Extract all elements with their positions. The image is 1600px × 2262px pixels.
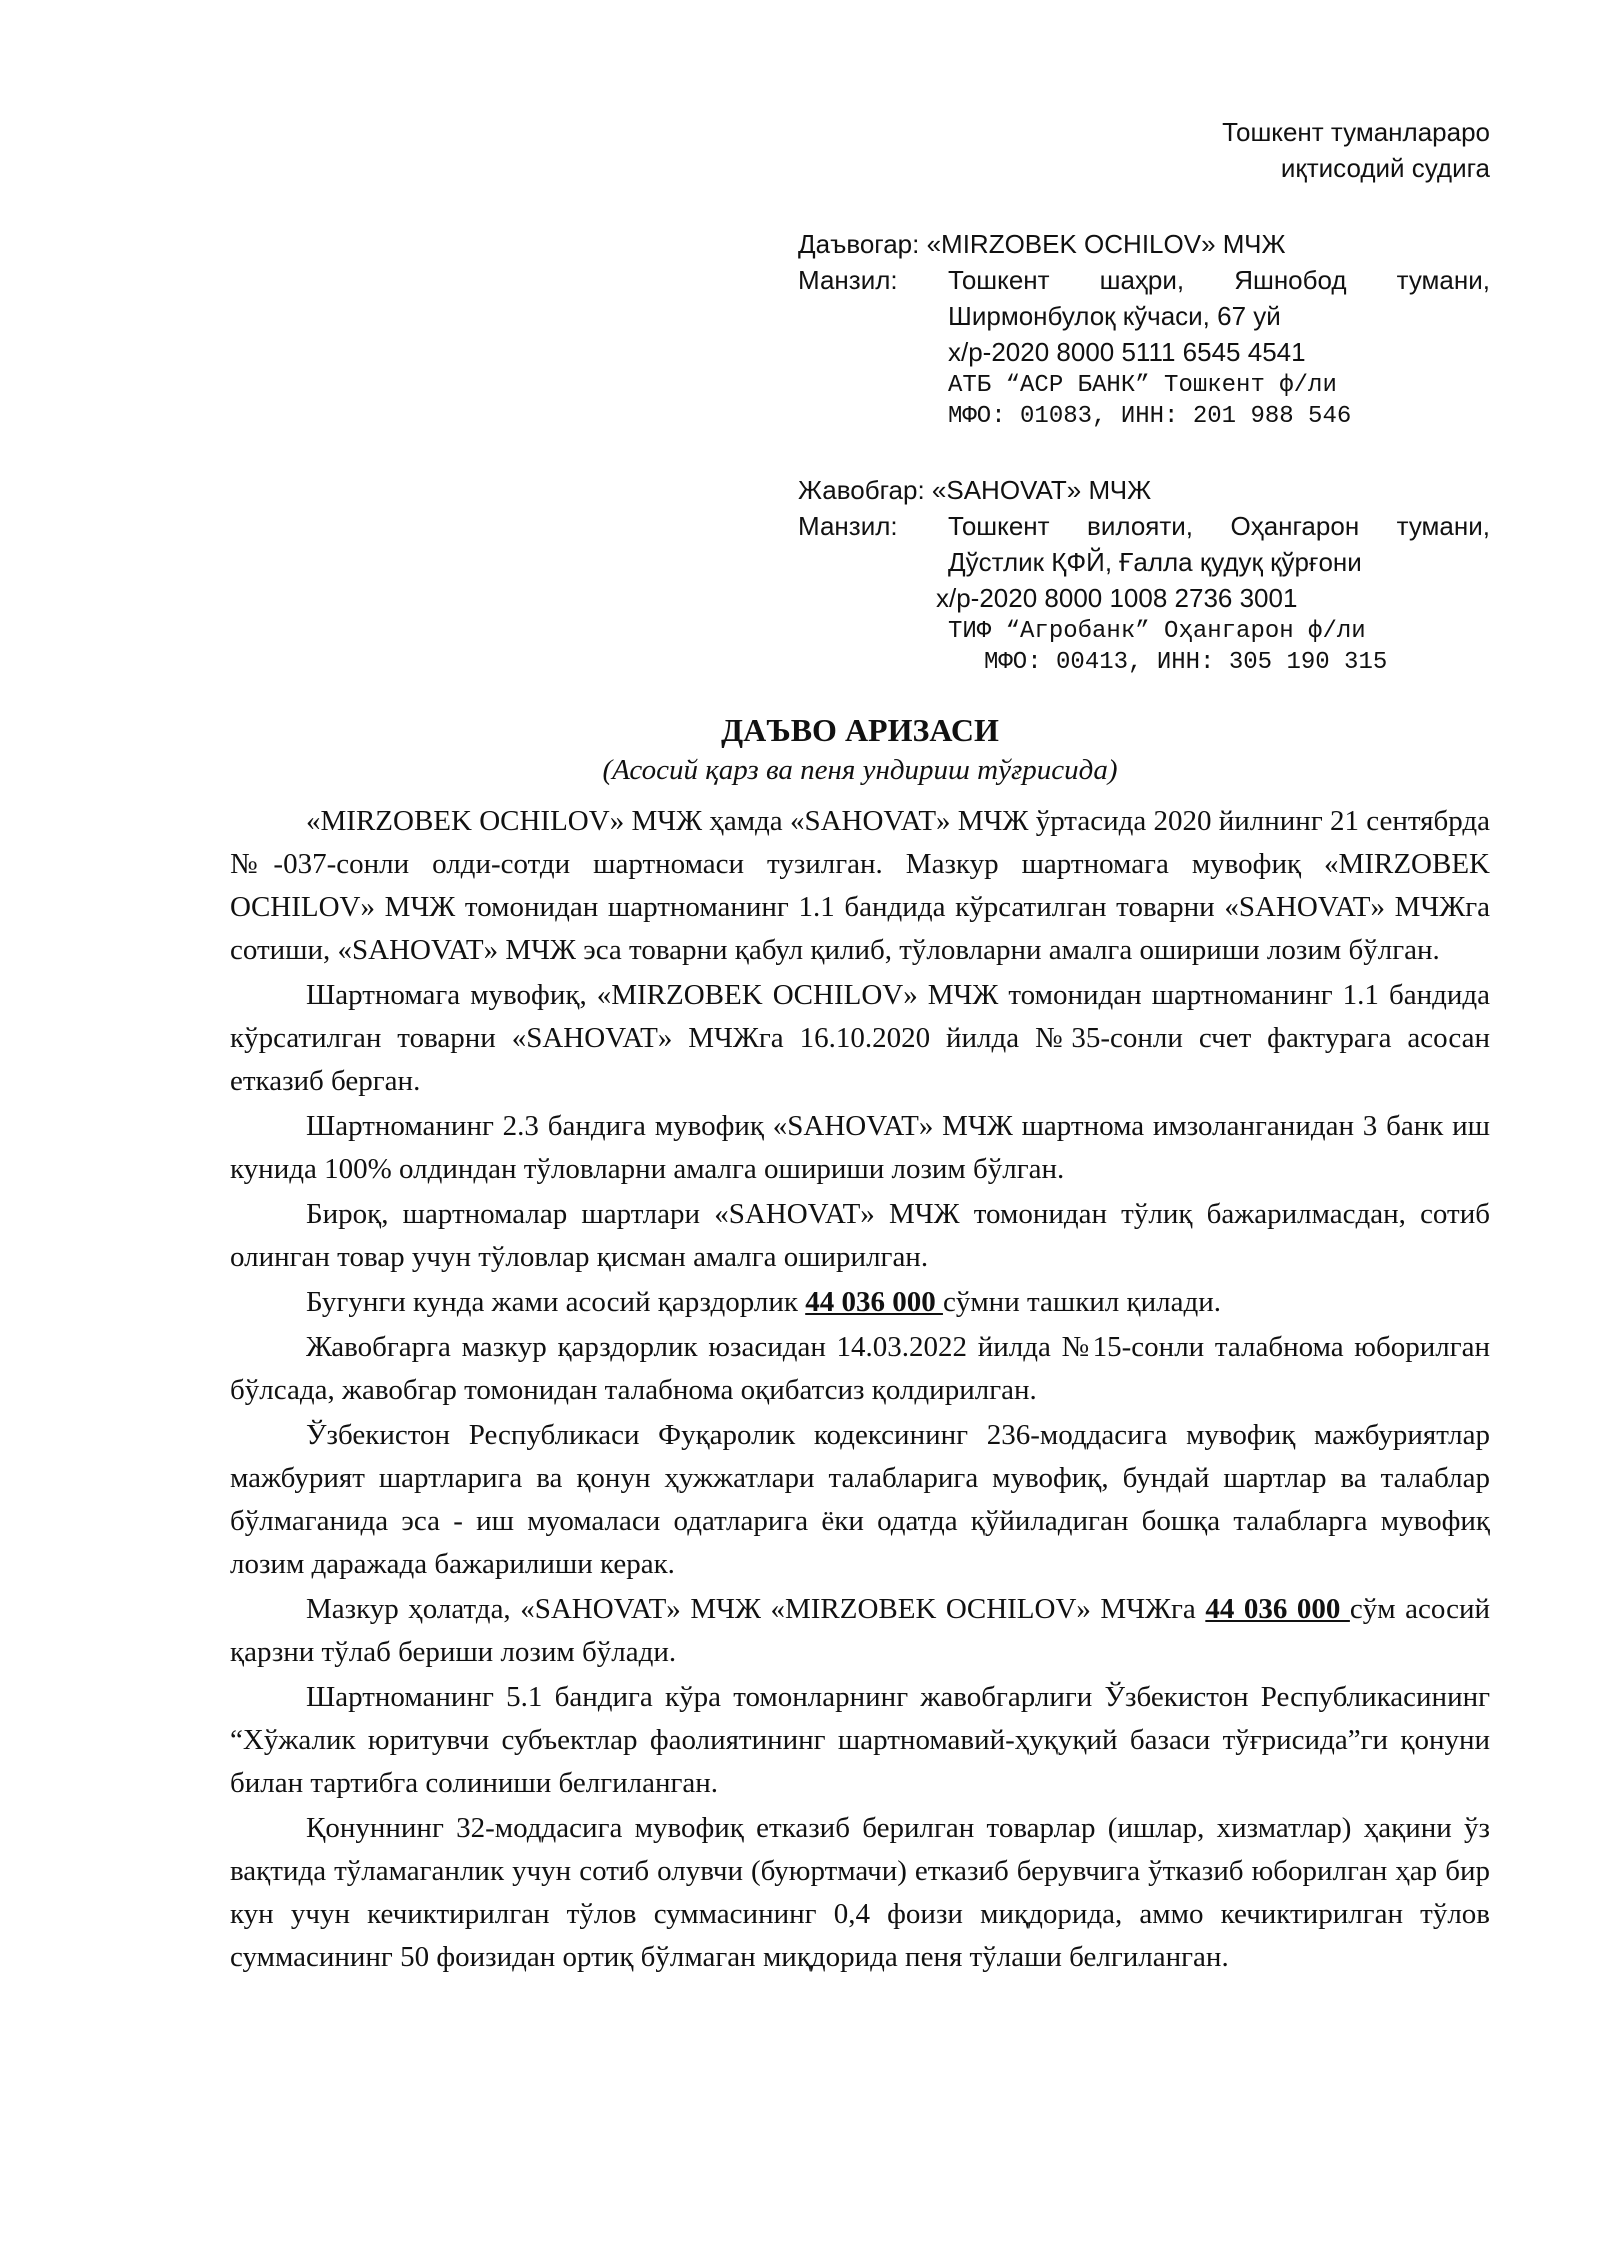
paragraph: Шартномага мувофиқ, «MIRZOBEK OCHILOV» МЧЖ томонидан шартноманинг 1.1 бандида кўрсатилган товарни «SAHOVAT» МЧЖга 16.10.2020 йилда №35-сонли счет фактурага асосан етказиб берган. [230,979,1490,1097]
situation-paragraph [230,1588,1490,1674]
paragraph: Шартноманинг 5.1 бандига кўра томонларнинг жавобгарлиги Ўзбекистон Республикасининг “Хўжалик юритувчи субъектлар фаолиятининг шартномавий-ҳуқуқий базаси тўғрисида”ги қонуни билан тартибга солиниши белгиланган. [230,1681,1490,1799]
paragraph: «MIRZOBEK OCHILOV» МЧЖ ҳамда «SAHOVAT» МЧЖ ўртасида 2020 йилнинг 21 сентябрда №-037-сонли олди-сотди шартномаси тузилган. Мазкур шартномага мувофиқ «MIRZOBEK OCHILOV» МЧЖ томонидан шартноманинг 1.1 бандида кўрсатилган товарни «SAHOVAT» МЧЖга сотиши, «SAHOVAT» МЧЖ эса товарни қабул қилиб, тўловларни амалга ошириши лозим бўлган. [230,805,1490,966]
court-addressee [1000,114,1490,186]
plaintiff-address [798,262,1490,432]
defendant-block [798,472,1490,678]
plaintiff-codes: МФО: 01083, ИНН: 201 988 546 [948,403,1352,430]
paragraph: Ўзбекистон Республикаси Фуқаролик кодексининг 236-моддасига мувофиқ мажбуриятлар мажбурият шартларига ва қонун ҳужжатлари талабларига мувофиқ, бундай шартлар ва талаблар бўлмаганида эса - иш муомаласи одатларига ёки одатда қўйиладиган бошқа талабларга мувофиқ лозим даражада бажарилиши керак. [230,1419,1490,1580]
paragraph: Жавобгарга мазкур қарздорлик юзасидан 14.03.2022 йилда №15-сонли талабнома юборилган бўлсада, жавобгар томонидан талабнома оқибатсиз қолдирилган. [230,1331,1490,1406]
plaintiff-role: Даъвогар: «MIRZOBEK OCHILOV» МЧЖ [798,229,1286,259]
defendant-address [798,508,1490,678]
defendant-address-line-2: Дўстлик ҚФЙ, Ғалла қудуқ қўрғони [948,547,1362,577]
defendant-bank: ТИФ “Агробанк” Оҳангарон ф/ли [948,618,1366,645]
defendant-address-line-1: Тошкент вилояти, Оҳангарон тумани, [948,511,1490,541]
situation-amount: 44 036 000 [1205,1593,1350,1625]
plaintiff-account: х/р-2020 8000 5111 6545 4541 [948,337,1306,367]
plaintiff-block [798,226,1490,432]
paragraph: Бироқ, шартномалар шартлари «SAHOVAT» МЧЖ томонидан тўлиқ бажарилмасдан, сотиб олинган товар учун тўловлар қисман амалга оширилган. [230,1198,1490,1273]
plaintiff-address-label: Манзил: [798,265,898,295]
document-title: ДАЪВО АРИЗАСИ [721,712,999,748]
debt-amount: 44 036 000 [805,1286,943,1318]
debt-text-before: Бугунги кунда жами асосий қарздорлик [306,1286,806,1318]
court-line-1: Тошкент туманлараро [1222,117,1490,147]
defendant-role: Жавобгар: «SAHOVAT» МЧЖ [798,475,1152,505]
document-body [230,800,1490,1981]
paragraph: Шартноманинг 2.3 бандига мувофиқ «SAHOVAT» МЧЖ шартнома имзоланганидан 3 банк иш кунида 100% олдиндан тўловларни амалга ошириши лозим бўлган. [230,1110,1490,1185]
defendant-codes: МФО: 00413, ИНН: 305 190 315 [984,649,1388,676]
plaintiff-address-lines [948,262,1490,432]
situation-text-before: Мазкур ҳолатда, «SAHOVAT» МЧЖ «MIRZOBEK OCHILOV» МЧЖга [306,1593,1206,1625]
defendant-address-label: Манзил: [798,511,898,541]
debt-paragraph [230,1281,1490,1324]
paragraph: Қонуннинг 32-моддасига мувофиқ етказиб берилган товарлар (ишлар, хизматлар) ҳақини ўз вақтида тўламаганлик учун сотиб олувчи (буюртмачи) етказиб берувчига ўтказиб юборилган ҳар бир кун учун кечиктирилган тўлов суммасининг 0,4 фоизи миқдорида, аммо кечиктирилган тўлов суммасининг 50 фоизидан ортиқ бўлмаган миқдорида пеня тўлаши белгиланган. [230,1812,1490,1973]
defendant-address-lines [936,508,1490,678]
plaintiff-bank: АТБ “АСР БАНК” Тошкент ф/ли [948,372,1337,399]
plaintiff-address-line-1: Тошкент шаҳри, Яшнобод тумани, [948,265,1490,295]
defendant-account: х/р-2020 8000 1008 2736 3001 [936,583,1298,613]
debt-text-after: сўмни ташкил қилади. [942,1286,1222,1318]
court-line-2: иқтисодий судига [1280,153,1490,183]
situation-text-after: сўм асосий қарзни тўлаб бериши лозим бўлади. [230,1593,1491,1668]
document-subtitle: (Асосий қарз ва пеня ундириш тўғрисида) [602,754,1118,786]
plaintiff-address-line-2: Ширмонбулоқ кўчаси, 67 уй [948,301,1281,331]
